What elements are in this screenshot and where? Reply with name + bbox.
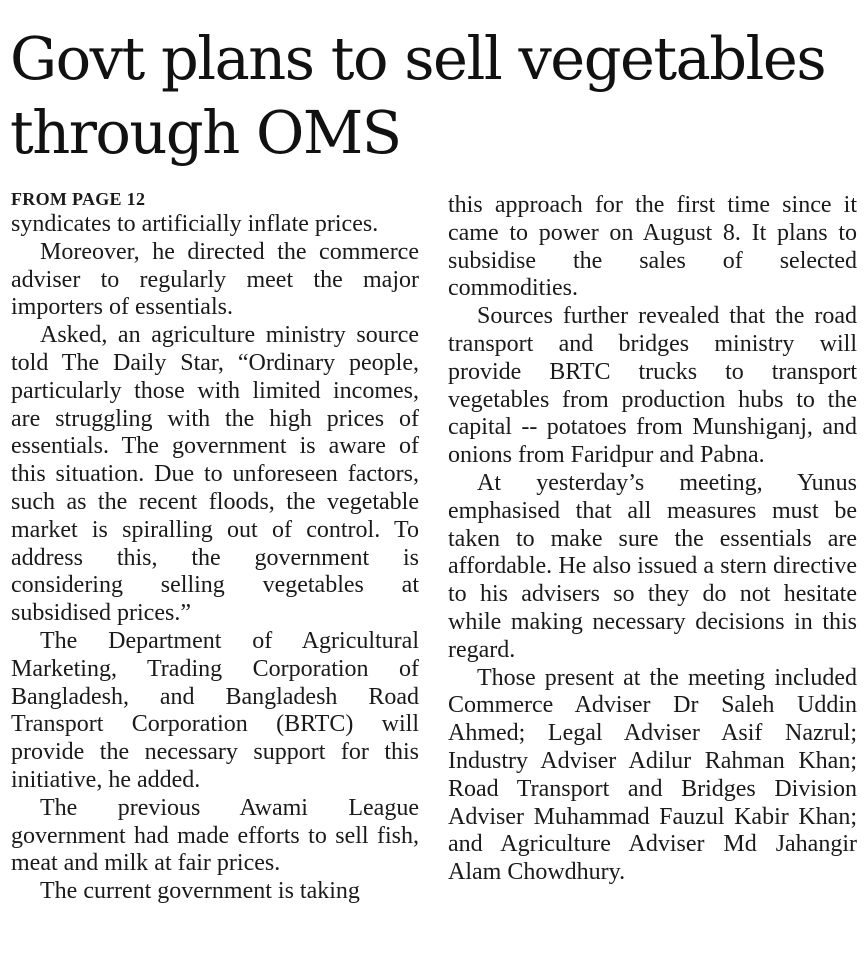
headline: Govt plans to sell vegetables through OMS [10,24,826,167]
paragraph: The current government is taking [40,878,360,905]
continued-from-label: FROM PAGE 12 [11,189,146,209]
paragraph: this approach for the first time since it came to power on August 8. It plans to subsidise the sales of selected commodities. [448,192,857,302]
paragraph: At yesterday’s meeting, Yunus emphasised that all measures must be taken to make sure the essentials are affordable. He also issued a stern directive to his advisers so they do not hesitate while making necessary decisions in this regard. [448,469,857,663]
paragraph: Those present at the meeting included Commerce Adviser Dr Saleh Uddin Ahmed; Legal Adviser Asif Nazrul; Industry Adviser Adilur Rahman Khan; Road Transport and Bridges Division Adviser Muhammad Fauzul Kabir Khan; and Agriculture Adviser Md Jahangir Alam Chowdhury. [448,664,857,886]
paragraph: The Department of Agricultural Marketing, Trading Corporation of Bangladesh, and Bangladesh Road Transport Corporation (BRTC) will provide the necessary support for this initiative, he added. [11,627,419,793]
paragraph: syndicates to artificially inflate prices. [11,211,379,237]
paragraph: Sources further revealed that the road transport and bridges ministry will provide BRTC trucks to transport vegetables from production hubs to the capital -- potatoes from Munshiganj, and onions from Faridpur and Pabna. [448,303,857,469]
left-column [11,188,419,906]
paragraph: Asked, an agriculture ministry source told The Daily Star, “Ordinary people, particularly those with limited incomes, are struggling with the high prices of essentials. The government is aware of this situation. Due to unforeseen factors, such as the recent floods, the vegetable market is spiralling out of control. To address this, the government is considering selling vegetables at subsidised prices.” [11,322,419,627]
paragraph: Moreover, he directed the commerce adviser to regularly meet the major importers of essentials. [11,238,419,321]
paragraph: The previous Awami League government had made efforts to sell fish, meat and milk at fair prices. [11,794,419,877]
right-column [448,192,857,887]
